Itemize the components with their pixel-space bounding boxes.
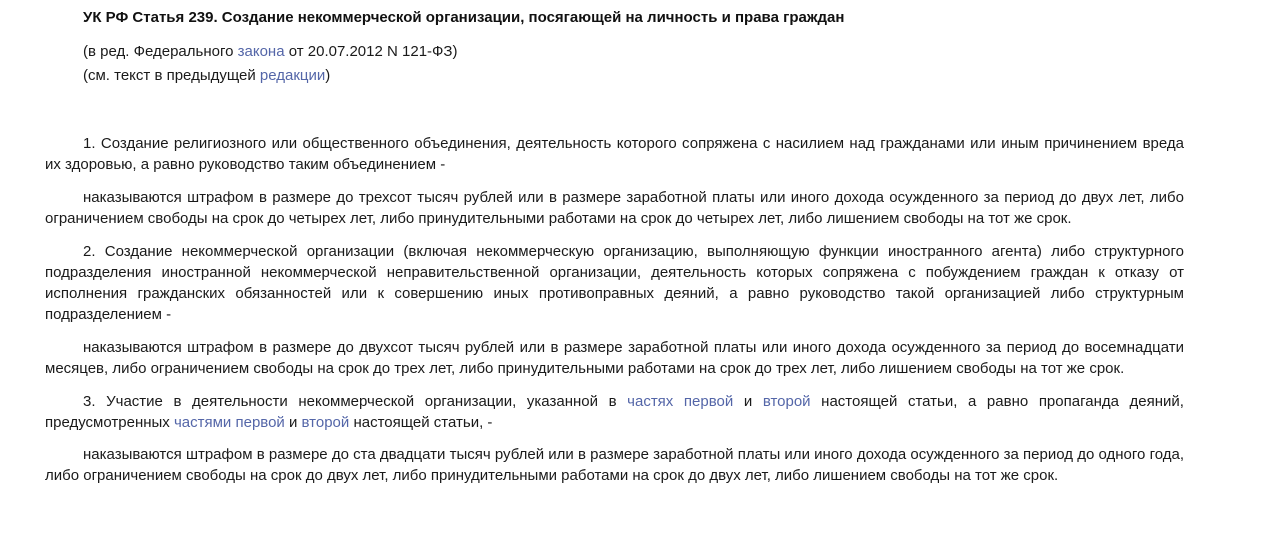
article-title: УК РФ Статья 239. Создание некоммерческой организации, посягающей на личность и права граждан [83,9,845,26]
paragraph-3-text-d: и [284,414,302,431]
amendment-prefix: (в ред. Федерального [83,43,238,60]
link-part-two[interactable]: второй [762,393,811,410]
paragraph-1: 1. Создание религиозного или общественного объединения, деятельность которого сопряжена с насилием над гражданами или иным причинением вреда их здоровью, а равно руководство таким объединением - [45,135,1184,173]
amendment-note [83,42,458,62]
paragraph-3 [45,391,1184,433]
paragraph-3-text-a: 3. Участие в деятельности некоммерческой организации, указанной в [83,393,628,410]
previous-edition-suffix: ) [325,67,331,84]
link-parts-one[interactable]: частями первой [173,414,285,431]
previous-edition-prefix: (см. текст в предыдущей [83,67,260,84]
paragraph-3-text-c: настоящей статьи, а равно пропаганда деяний, предусмотренных [45,393,1184,431]
edition-link[interactable]: редакции [259,67,326,84]
link-parts-two[interactable]: второй [301,414,350,431]
link-part-one[interactable]: частях первой [627,393,734,410]
paragraph-3-penalty: наказываются штрафом в размере до ста двадцати тысяч рублей или в размере заработной платы или иного дохода осужденного за период до одного года, либо ограничением свободы на срок до двух лет, либо принудительными работами на срок до двух лет, либо лишением свободы на тот же срок. [45,446,1184,484]
paragraph-3-text-b: и [733,393,763,410]
paragraph-2-penalty: наказываются штрафом в размере до двухсот тысяч рублей или в размере заработной платы или иного дохода осужденного за период до восемнадцати месяцев, либо ограничением свободы на срок до трех лет, либо принудительными работами на срок до трех лет, либо лишением свободы на тот же срок. [45,339,1184,377]
amendment-suffix: от 20.07.2012 N 121-ФЗ) [284,43,458,60]
paragraph-2: 2. Создание некоммерческой организации (включая некоммерческую организацию, выполняющую функции иностранного агента) либо структурного подразделения иностранной некоммерческой неправительственной организации, деятельность которых сопряжена с побуждением граждан к отказу от исполнения гражданских обязанностей или к совершению иных противоправных деяний, а равно руководство такой организацией либо структурным подразделением - [45,243,1184,323]
law-link[interactable]: закона [237,43,285,60]
previous-edition-note [83,66,330,86]
article-body [45,133,1184,498]
paragraph-3-text-e: настоящей статьи, - [349,414,493,431]
paragraph-1-penalty: наказываются штрафом в размере до трехсот тысяч рублей или в размере заработной платы или иного дохода осужденного за период до двух лет, либо ограничением свободы на срок до четырех лет, либо принудительными работами на срок до четырех лет, либо лишением свободы на тот же срок. [45,189,1184,227]
